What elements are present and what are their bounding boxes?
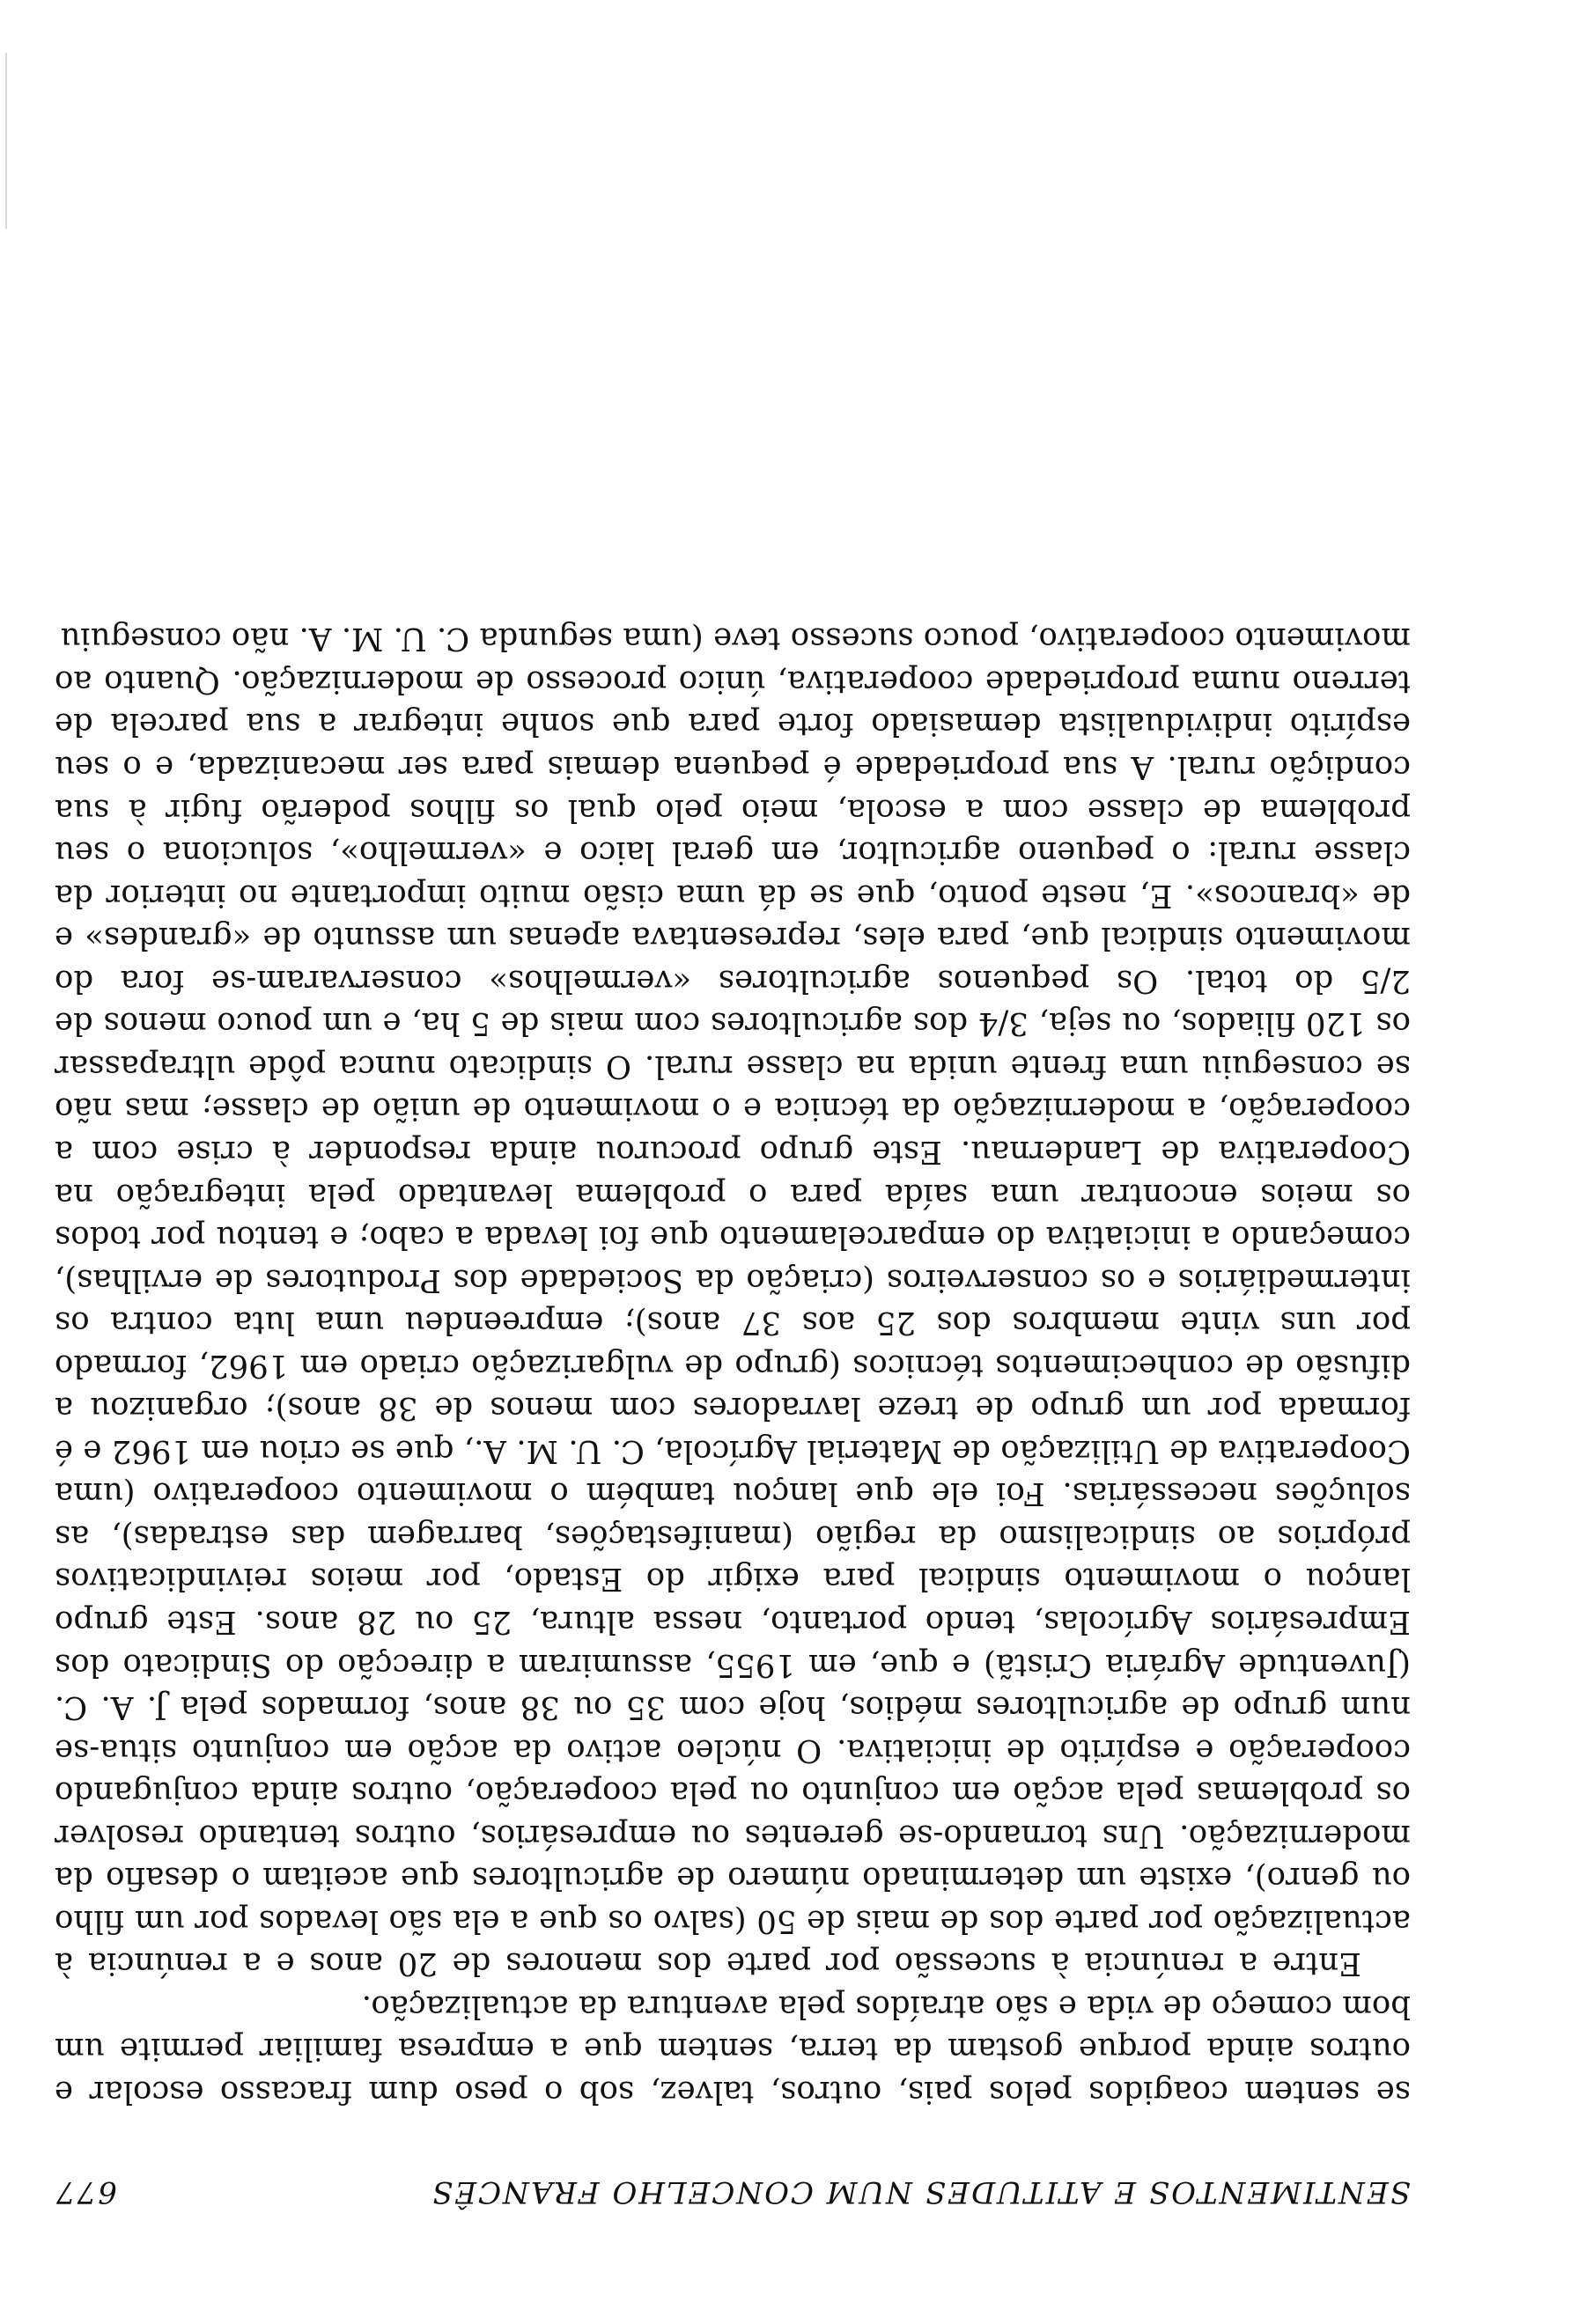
running-title: SENTIMENTOS E ATITUDES NUM CONCELHO FRANCÊS — [431, 2174, 1411, 2210]
page-number: 677 — [55, 2174, 117, 2210]
paragraph-continuation: se sentem coagidos pelos pais, outros, talvez, sob o peso dum fracasso escolar e outros ainda porque gostam da terra, sentem que a empresa familiar permite um bom começo de vida e são atraídos pela aventura da actualização. — [55, 1988, 1411, 2110]
running-head — [55, 2171, 1411, 2210]
body-text — [55, 617, 1411, 2113]
paragraph-main: Entre a renúncia à sucessão por parte dos menores de 20 anos e a renúncia à actualização por parte dos de mais de 50 (salvo os que a ela são levados por um filho ou genro), existe um determinado número de agricultores que aceitam o desafio da modernização. Uns tornando-se gerentes ou empresários, outros tentando resolver os problemas pela acção em conjunto ou pela cooperação, outros ainda conjugando cooperação e espírito de iniciativa. O núcleo activo da acção em conjunto situa-se num grupo de agricultores médios, hoje com 35 ou 38 anos, formados pela J. A. C. (Juventude Agrária Cristã) e que, em 1955, assumiram a direcção do Sindicato dos Empresários Agrícolas, tendo portanto, nessa altura, 25 ou 28 anos. Este grupo lançou o movimento sindical para exigir do Estado, por meios reivindicativos próprios ao sindicalismo da região (manifestações, barragem das estradas), as soluções necessárias. Foi ele que lançou também o movimento cooperativo (uma Cooperativa de Utilização de Material Agrícola, C. U. M. A., que se criou em 1962 e é formada por um grupo de treze lavradores com menos de 38 anos); organizou a difusão de conhecimentos técnicos (grupo de vulgarização criado em 1962, formado por uns vinte membros dos 25 aos 37 anos); empreendeu uma luta contra os intermediários e os conserveiros (criação da Sociedade dos Produtores de ervilhas), começando a iniciativa do emparcelamento que foi levada a cabo; e tentou por todos os meios encontrar uma saída para o problema levantado pela integração na Cooperativa de Landernau. Este grupo procurou ainda responder à crise com a cooperação, a modernização da técnica e o movimento de união de classe; mas não se conseguiu uma frente unida na classe rural. O sindicato nunca pôde ultrapassar os 120 filiados, ou seja, 3/4 dos agricultores com mais de 5 ha, e um pouco menos de 2/5 do total. Os pequenos agricultores «vermelhos» conservaram-se fora do movimento sindical que, para eles, representava apenas um assunto de «grandes» e de «brancos». E, neste ponto, que se dá uma cisão muito importante no interior da classe rural: o pequeno agricultor, em geral laico e «vermelho», soluciona o seu problema de classe com a escola, meio pelo qual os filhos poderão fugir à sua condição rural. A sua propriedade é pequena demais para ser mecanizada, e o seu espírito individualista demasiado forte para que sonhe integrar a sua parcela de terreno numa propriedade cooperativa, único processo de modernização. Quanto ao movimento cooperativo, pouco sucesso teve (uma segunda C. U. M. A. não conseguiu — [55, 621, 1411, 1982]
